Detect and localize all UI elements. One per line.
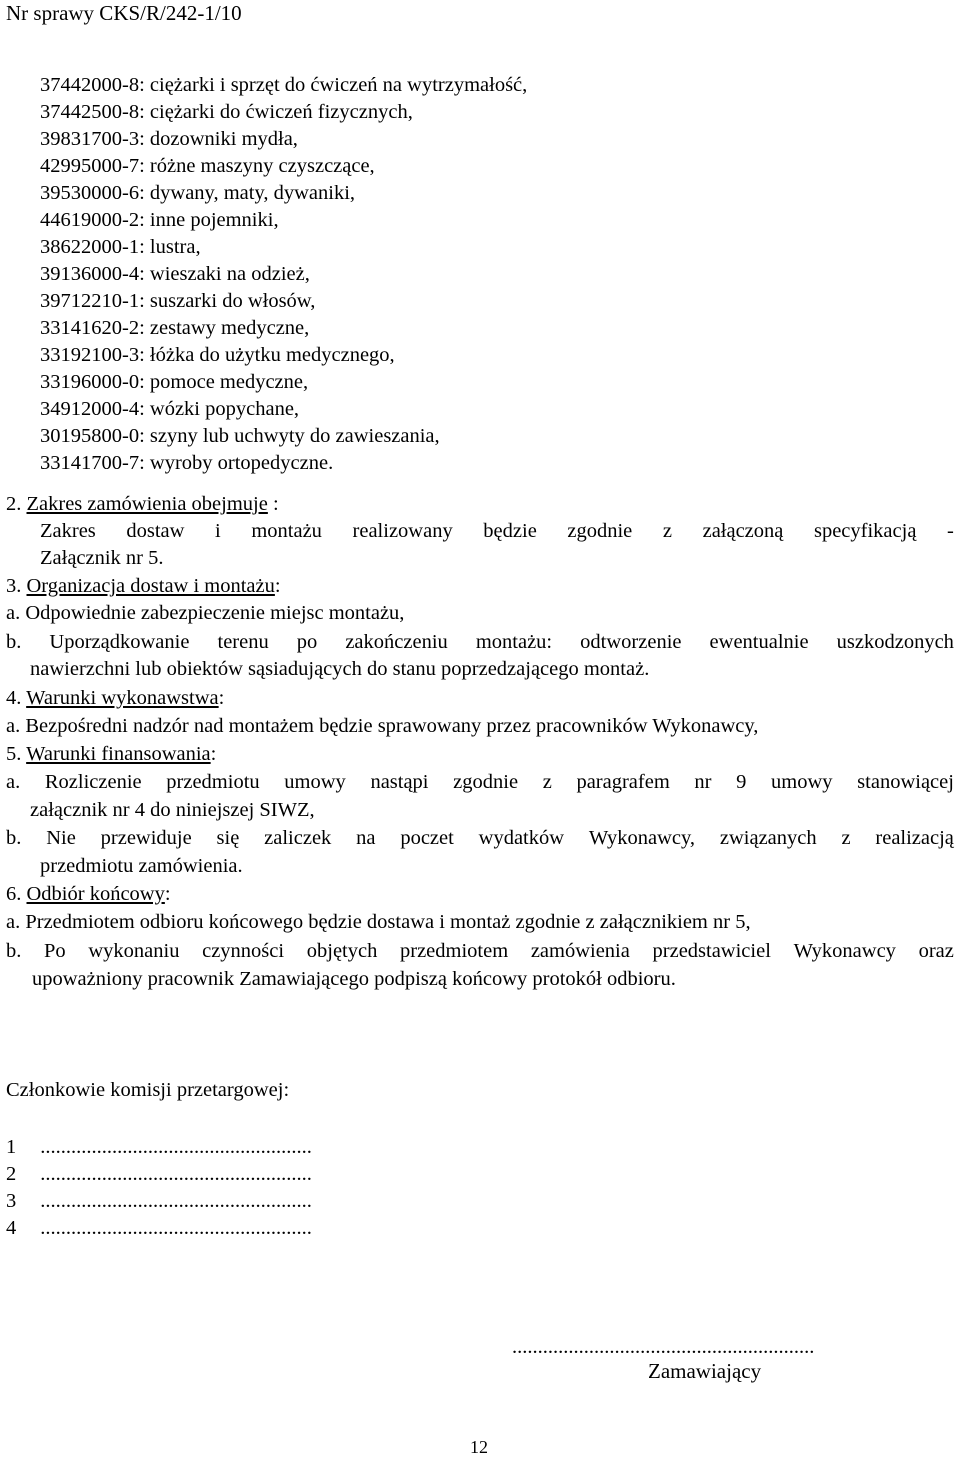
heading-suffix: : [274,575,281,597]
page-number: 12 [470,1437,488,1457]
signature-dots: ..................................................... [40,1217,312,1239]
section-number: 3. [6,575,22,597]
word: b. [6,631,22,653]
word: przedmiotu [166,771,260,793]
word: i [215,520,221,542]
word: będzie [483,520,537,542]
word: zgodnie [567,520,633,542]
signature-dots: ..................................................... [40,1163,312,1185]
cpv-item: 39712210-1: suszarki do włosów, [40,290,316,312]
cpv-item: 39831700-3: dozowniki mydła, [40,128,298,150]
cpv-item: 38622000-1: lustra, [40,236,201,258]
word: załączoną [702,520,784,542]
word: poczet [400,827,454,849]
word: odtworzenie [580,631,682,653]
word: a. [6,771,21,793]
word: stanowiącej [857,771,954,793]
section-4-item-a: a. Bezpośredni nadzór nad montażem będzie sprawowany przez pracowników Wykonawcy, [6,715,759,737]
section-5-item-b [6,828,954,849]
section-3-item-a: a. Odpowiednie zabezpieczenie miejsc montażu, [6,602,405,624]
word: b. [6,940,22,962]
cpv-item: 30195800-0: szyny lub uchwyty do zawieszania, [40,425,440,447]
section-5-item-a [6,772,954,793]
word: Po [44,940,66,962]
word: po [296,631,318,653]
cpv-item: 37442500-8: ciężarki do ćwiczeń fizycznych, [40,101,413,123]
word: Zakres [40,520,96,542]
word: z [841,827,851,849]
word: wydatków [478,827,565,849]
case-number-header: Nr sprawy CKS/R/242-1/10 [6,1,242,25]
word: Wykonawcy [793,940,896,962]
word: Nie [46,827,76,849]
word: umowy [771,771,833,793]
word: zamówienia [530,940,630,962]
signature-line: ........................................................... [512,1336,815,1358]
cpv-item: 37442000-8: ciężarki i sprzęt do ćwiczeń na wytrzymałość, [40,74,528,96]
section-number: 5. [6,743,22,765]
section-2-heading [6,494,279,515]
signature-dots: ..................................................... [40,1136,312,1158]
heading-suffix: : [164,883,171,905]
word: z [662,520,672,542]
word: uszkodzonych [836,631,954,653]
word: na [356,827,376,849]
cpv-item: 33141620-2: zestawy medyczne, [40,317,310,339]
section-title: Warunki wykonawstwa [26,687,219,709]
word: b. [6,827,22,849]
word: objętych [306,940,378,962]
signature-dots: ..................................................... [40,1190,312,1212]
word: zgodnie [453,771,519,793]
heading-suffix: : [210,743,217,765]
word: dostaw [126,520,185,542]
member-number: 4 [6,1217,17,1239]
section-number: 6. [6,883,22,905]
word: montażu: [475,631,553,653]
section-6-item-b-cont: upoważniony pracownik Zamawiającego podpiszą końcowy protokół odbioru. [32,968,676,990]
word: specyfikacją [813,520,917,542]
cpv-item: 39136000-4: wieszaki na odzież, [40,263,310,285]
section-3-item-b-cont: nawierzchni lub obiektów sąsiadujących do stanu poprzedzającego montaż. [30,658,650,680]
section-title: Zakres zamówienia obejmuje [26,493,268,515]
committee-member-line [6,1164,312,1185]
heading-suffix: : [267,493,279,515]
section-number: 4. [6,687,22,709]
section-3-heading [6,576,281,597]
cpv-item: 33192100-3: łóżka do użytku medycznego, [40,344,395,366]
word: oraz [918,940,954,962]
section-2-body-line: Załącznik nr 5. [40,547,164,569]
section-number: 2. [6,493,22,515]
committee-member-line [6,1137,312,1158]
word: przedstawiciel [652,940,771,962]
section-5-item-b-cont: przedmiotu zamówienia. [40,855,243,877]
member-number: 3 [6,1190,17,1212]
committee-member-line [6,1191,312,1212]
signature-label: Zamawiający [648,1359,762,1383]
cpv-item: 42995000-7: różne maszyny czyszczące, [40,155,375,177]
committee-member-line [6,1218,312,1239]
word: wykonaniu [88,940,180,962]
word: realizacją [875,827,954,849]
word: Wykonawcy, [588,827,696,849]
section-title: Organizacja dostaw i montażu [26,575,275,597]
word: z [542,771,552,793]
section-4-heading [6,688,224,709]
word: zakończeniu [345,631,448,653]
heading-suffix: : [218,687,225,709]
word: związanych [719,827,817,849]
section-5-item-a-cont: załącznik nr 4 do niniejszej SIWZ, [30,799,315,821]
cpv-item: 44619000-2: inne pojemniki, [40,209,279,231]
word: się [216,827,240,849]
word: umowy [284,771,346,793]
section-6-heading [6,884,171,905]
word: Uporządkowanie [49,631,190,653]
word: ewentualnie [709,631,809,653]
member-number: 2 [6,1163,17,1185]
word: nr [694,771,712,793]
cpv-item: 33141700-7: wyroby ortopedyczne. [40,452,334,474]
section-6-item-a: a. Przedmiotem odbioru końcowego będzie dostawa i montaż zgodnie z załącznikiem nr 5, [6,911,751,933]
word: przedmiotem [400,940,509,962]
cpv-item: 33196000-0: pomoce medyczne, [40,371,309,393]
cpv-item: 39530000-6: dywany, maty, dywaniki, [40,182,356,204]
word: przewiduje [100,827,192,849]
word: terenu [217,631,269,653]
word: Rozliczenie [44,771,142,793]
section-title: Odbiór końcowy [26,883,165,905]
member-number: 1 [6,1136,17,1158]
section-title: Warunki finansowania [26,743,211,765]
section-6-item-b [6,941,954,962]
section-5-heading [6,744,216,765]
word: nastąpi [370,771,429,793]
word: realizowany [352,520,453,542]
word: - [947,520,954,542]
word: montażu [251,520,322,542]
committee-title: Członkowie komisji przetargowej: [6,1079,290,1101]
section-2-body-line [40,521,954,542]
section-3-item-b [6,632,954,653]
cpv-item: 34912000-4: wózki popychane, [40,398,300,420]
word: czynności [202,940,285,962]
word: 9 [736,771,747,793]
word: zaliczek [264,827,332,849]
word: paragrafem [576,771,670,793]
